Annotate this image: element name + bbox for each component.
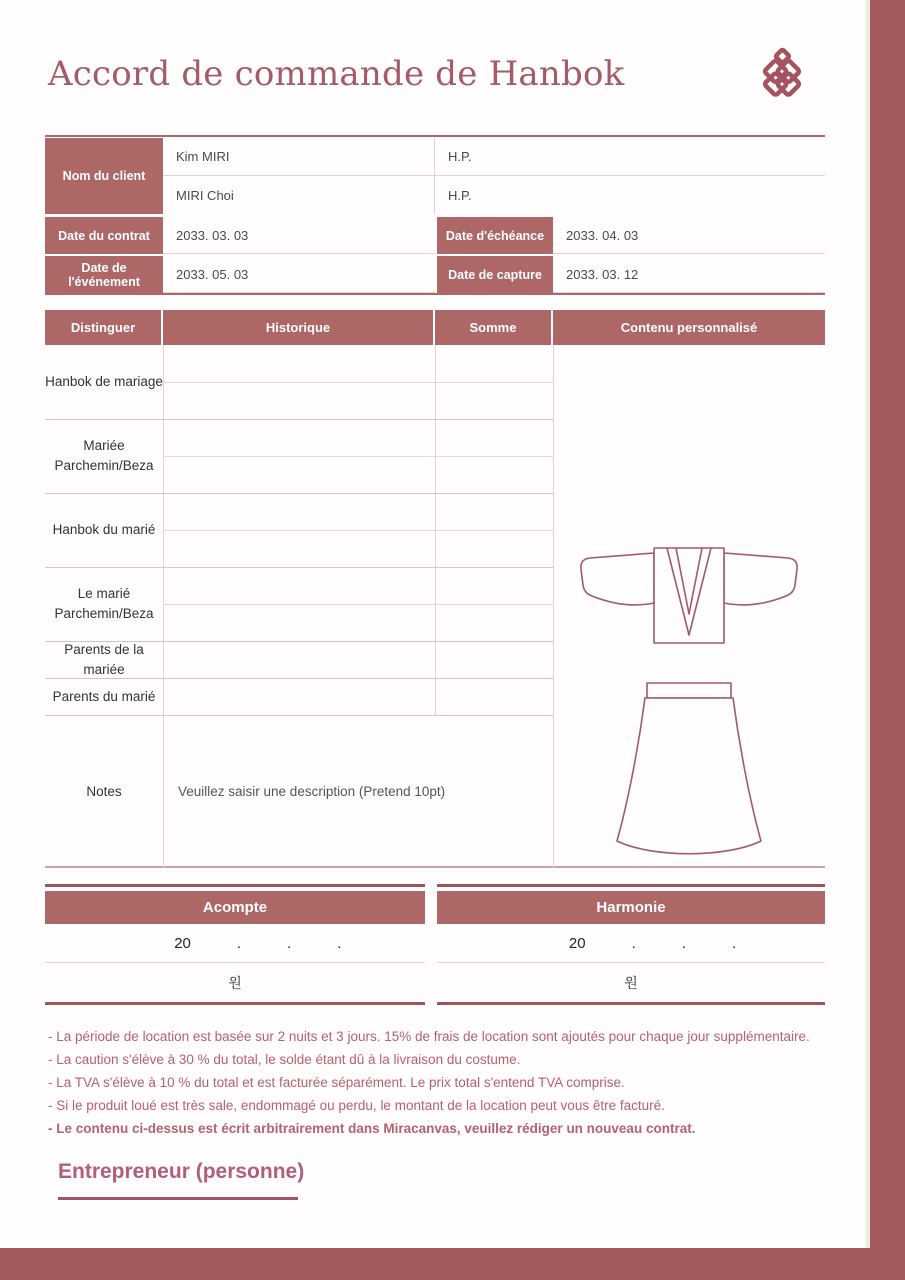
header-somme: Somme <box>435 310 553 345</box>
box-bottom-border <box>437 1002 825 1005</box>
historique-cell[interactable] <box>164 419 435 456</box>
historique-cell[interactable] <box>164 382 435 419</box>
capture-date-label: Date de capture <box>437 256 553 293</box>
due-date-label: Date d'échéance <box>437 217 553 254</box>
somme-cell[interactable] <box>436 530 553 567</box>
somme-cell[interactable] <box>436 493 553 530</box>
somme-cell[interactable] <box>436 382 553 419</box>
event-date-label: Date de l'événement <box>45 256 163 293</box>
order-items-table <box>45 310 825 868</box>
contract-date-row <box>45 217 825 254</box>
header-distinguer: Distinguer <box>45 310 163 345</box>
row-label-notes: Notes <box>86 783 122 799</box>
header-contenu-personnalise: Contenu personnalisé <box>553 310 825 345</box>
contract-date-value[interactable]: 2033. 03. 03 <box>163 217 435 254</box>
rental-terms <box>48 1030 858 1145</box>
somme-cell[interactable] <box>436 567 553 604</box>
entrepreneur-heading: Entrepreneur (personne) <box>58 1160 305 1183</box>
client-phone-field-1[interactable]: H.P. <box>448 149 472 164</box>
client-phone-field-2[interactable]: H.P. <box>448 187 472 203</box>
historique-cell[interactable] <box>164 456 435 493</box>
somme-cell[interactable] <box>436 641 553 678</box>
box-top-border <box>45 884 425 887</box>
somme-cell[interactable] <box>436 678 553 715</box>
capture-date-value[interactable]: 2033. 03. 12 <box>553 256 825 293</box>
header-historique: Historique <box>163 310 435 345</box>
box-top-border <box>437 884 825 887</box>
acompte-box <box>45 884 425 1005</box>
term-line: - La TVA s'élève à 10 % du total et est facturée séparément. Le prix total s'entend TVA comprise. <box>48 1075 625 1090</box>
row-label-mariee-parchemin: Mariée Parchemin/Beza <box>54 438 154 473</box>
client-info-table <box>45 135 825 295</box>
notes-input-field[interactable]: Veuillez saisir une description (Pretend 10pt) <box>178 784 446 799</box>
order-table-header <box>45 310 825 345</box>
right-frame-bar <box>870 0 905 1280</box>
client-name-field-2[interactable]: MIRI Choi <box>163 176 435 214</box>
row-label-hanbok-du-marie: Hanbok du marié <box>52 522 156 537</box>
due-date-value[interactable]: 2033. 04. 03 <box>553 217 825 254</box>
hanbok-skirt-waistband <box>647 683 731 698</box>
historique-cell[interactable] <box>164 345 435 382</box>
somme-cell[interactable] <box>436 456 553 493</box>
harmonie-date-field[interactable]: 20 . . . <box>437 924 825 963</box>
box-bottom-border <box>45 1002 425 1005</box>
historique-cell[interactable] <box>164 641 435 678</box>
client-name-label: Nom du client <box>45 138 163 214</box>
somme-cell[interactable] <box>436 345 553 382</box>
historique-cell[interactable] <box>164 604 435 641</box>
historique-cell[interactable] <box>164 678 435 715</box>
entrepreneur-underline <box>58 1197 298 1200</box>
order-table-body <box>45 345 825 868</box>
term-line: - Le contenu ci-dessus est écrit arbitrairement dans Miracanvas, veuillez rédiger un nouveau contrat. <box>48 1121 696 1136</box>
korean-knot-icon <box>752 46 812 104</box>
event-date-value[interactable]: 2033. 05. 03 <box>163 256 435 293</box>
bottom-frame-bar <box>0 1248 870 1280</box>
hanbok-right-sleeve <box>724 553 797 605</box>
payment-section <box>45 884 825 1005</box>
acompte-title: Acompte <box>45 891 425 924</box>
page-title: Accord de commande de Hanbok <box>48 54 625 94</box>
hanbok-illustration <box>574 543 804 868</box>
term-line: - La période de location est basée sur 2 nuits et 3 jours. 15% de frais de location sont ajoutés pour chaque jour supplémentaire. <box>48 1029 810 1044</box>
event-date-row <box>45 256 825 293</box>
client-name-field-1[interactable]: Kim MIRI <box>163 138 435 175</box>
hanbok-jacket-body <box>654 548 724 643</box>
somme-cell[interactable] <box>436 604 553 641</box>
hanbok-left-sleeve <box>581 553 654 605</box>
term-line: - Si le produit loué est très sale, endommagé ou perdu, le montant de la location peut vous être facturé. <box>48 1098 665 1113</box>
contract-date-label: Date du contrat <box>45 217 163 254</box>
historique-cell[interactable] <box>164 567 435 604</box>
row-label-parents-de-la-mariee: Parents de la mariée <box>64 641 144 677</box>
row-label-parents-du-marie: Parents du marié <box>52 688 156 704</box>
somme-cell[interactable] <box>436 419 553 456</box>
harmonie-box <box>437 884 825 1005</box>
harmonie-amount-field[interactable]: 원 <box>624 974 638 991</box>
row-label-le-marie-parchemin: Le marié Parchemin/Beza <box>54 586 154 621</box>
client-name-row <box>45 137 825 215</box>
hanbok-skirt <box>617 698 761 854</box>
acompte-amount-field[interactable]: 원 <box>228 974 242 991</box>
harmonie-title: Harmonie <box>437 891 825 924</box>
historique-cell[interactable] <box>164 493 435 530</box>
historique-cell[interactable] <box>164 530 435 567</box>
grid-line-vertical <box>553 345 554 868</box>
acompte-date-field[interactable]: 20 . . . <box>45 924 425 963</box>
term-line: - La caution s'élève à 30 % du total, le solde étant dû à la livraison du costume. <box>48 1052 521 1067</box>
row-label-hanbok-de-mariage: Hanbok de mariage <box>45 374 163 389</box>
